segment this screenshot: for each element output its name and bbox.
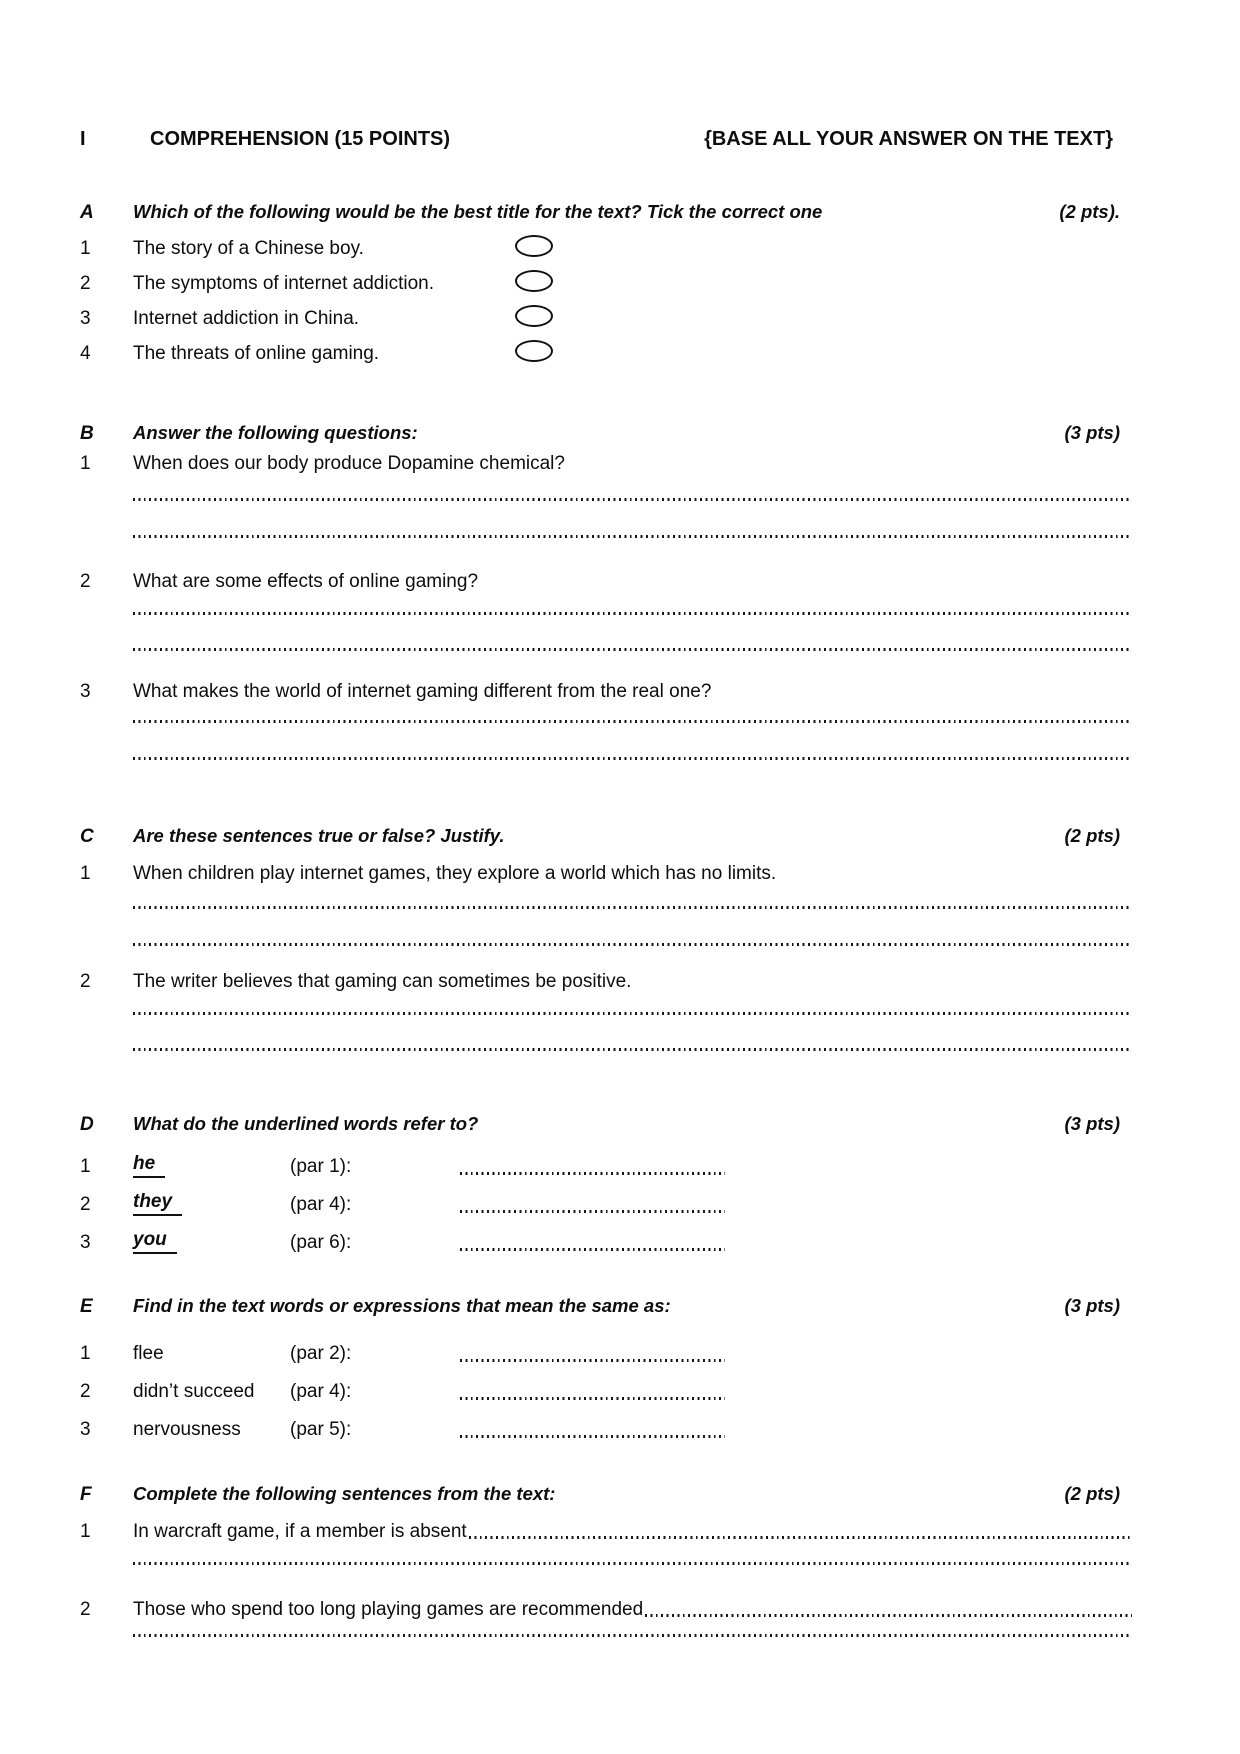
sentence-stem: In warcraft game, if a member is absent	[133, 1521, 467, 1542]
question-number: 1	[80, 863, 91, 884]
question-row	[80, 452, 1137, 475]
section-d-prompt: What do the underlined words refer to?	[133, 1113, 479, 1134]
question-number: 2	[80, 971, 91, 992]
paragraph-ref: (par 4):	[290, 1381, 352, 1402]
answer-leader-line[interactable]	[460, 1210, 725, 1213]
item-number: 2	[80, 1599, 91, 1620]
source-word: didn’t succeed	[133, 1381, 255, 1402]
synonym-row	[80, 1380, 1137, 1403]
paragraph-ref: (par 4):	[290, 1194, 352, 1215]
header-numeral: I	[80, 128, 86, 150]
option-label: The threats of online gaming.	[133, 343, 380, 364]
answer-dotted-line[interactable]	[133, 720, 1132, 723]
section-b-prompt: Answer the following questions:	[133, 422, 418, 443]
section-b-points: (3 pts)	[1064, 422, 1120, 443]
option-label: The symptoms of internet addiction.	[133, 273, 434, 294]
paragraph-ref: (par 6):	[290, 1232, 352, 1253]
question-number: 1	[80, 453, 91, 474]
source-word: nervousness	[133, 1419, 241, 1440]
section-d-points: (3 pts)	[1064, 1113, 1120, 1134]
question-text: When does our body produce Dopamine chemical?	[133, 453, 565, 474]
option-label: The story of a Chinese boy.	[133, 238, 364, 259]
answer-dotted-line[interactable]	[469, 1536, 1132, 1539]
reference-row	[80, 1190, 1137, 1216]
section-c-letter: C	[80, 826, 94, 847]
option-number: 2	[80, 273, 91, 294]
header-note: {BASE ALL YOUR ANSWER ON THE TEXT}	[704, 128, 1113, 150]
underlined-word: he	[133, 1152, 165, 1178]
section-a-letter: A	[80, 202, 94, 223]
question-text: What are some effects of online gaming?	[133, 571, 479, 592]
option-label: Internet addiction in China.	[133, 308, 360, 329]
answer-dotted-line[interactable]	[133, 1562, 1132, 1565]
option-row	[80, 307, 1137, 330]
option-number: 3	[80, 308, 91, 329]
option-number: 1	[80, 238, 91, 259]
item-number: 2	[80, 1194, 91, 1215]
item-number: 2	[80, 1381, 91, 1402]
section-c-points: (2 pts)	[1064, 825, 1120, 846]
answer-dotted-line[interactable]	[133, 498, 1132, 501]
completion-row	[80, 1598, 1137, 1621]
option-row	[80, 237, 1137, 260]
question-text: What makes the world of internet gaming different from the real one?	[133, 681, 712, 702]
section-f-points: (2 pts)	[1064, 1483, 1120, 1504]
option-row	[80, 342, 1137, 365]
section-f-heading	[80, 1482, 1137, 1506]
answer-dotted-line[interactable]	[133, 1012, 1132, 1015]
section-e-prompt: Find in the text words or expressions that mean the same as:	[133, 1295, 671, 1316]
answer-leader-line[interactable]	[460, 1435, 725, 1438]
answer-dotted-line[interactable]	[133, 648, 1132, 651]
question-row	[80, 862, 1137, 885]
synonym-row	[80, 1418, 1137, 1441]
question-row	[80, 680, 1137, 703]
section-b-letter: B	[80, 423, 94, 444]
section-c-heading	[80, 824, 1137, 848]
answer-leader-line[interactable]	[460, 1248, 725, 1251]
answer-leader-line[interactable]	[460, 1397, 725, 1400]
source-word: flee	[133, 1343, 164, 1364]
section-a-prompt: Which of the following would be the best title for the text? Tick the correct one	[133, 201, 823, 222]
section-d-letter: D	[80, 1114, 94, 1135]
section-b-heading	[80, 421, 1137, 445]
item-number: 3	[80, 1419, 91, 1440]
answer-dotted-line[interactable]	[133, 757, 1132, 760]
answer-leader-line[interactable]	[460, 1359, 725, 1362]
section-e-points: (3 pts)	[1064, 1295, 1120, 1316]
question-number: 2	[80, 571, 91, 592]
question-number: 3	[80, 681, 91, 702]
synonym-row	[80, 1342, 1137, 1365]
answer-dotted-line[interactable]	[133, 906, 1132, 909]
answer-dotted-line[interactable]	[133, 1634, 1132, 1637]
header-title: COMPREHENSION (15 POINTS)	[150, 128, 451, 150]
answer-leader-line[interactable]	[460, 1172, 725, 1175]
reference-row	[80, 1152, 1137, 1178]
answer-dotted-line[interactable]	[133, 1048, 1132, 1051]
tick-oval[interactable]	[515, 340, 553, 362]
answer-dotted-line[interactable]	[645, 1614, 1132, 1617]
answer-dotted-line[interactable]	[133, 612, 1132, 615]
section-f-prompt: Complete the following sentences from the text:	[133, 1483, 556, 1504]
reference-row	[80, 1228, 1137, 1254]
sentence-stem: Those who spend too long playing games are recommended	[133, 1599, 644, 1620]
paragraph-ref: (par 1):	[290, 1156, 352, 1177]
section-c-prompt: Are these sentences true or false? Justify.	[133, 825, 505, 846]
question-row	[80, 570, 1137, 593]
tick-oval[interactable]	[515, 270, 553, 292]
item-number: 3	[80, 1232, 91, 1253]
item-number: 1	[80, 1343, 91, 1364]
option-row	[80, 272, 1137, 295]
answer-dotted-line[interactable]	[133, 535, 1132, 538]
worksheet-content	[80, 0, 1137, 1754]
tick-oval[interactable]	[515, 235, 553, 257]
option-number: 4	[80, 343, 91, 364]
completion-row	[80, 1520, 1137, 1543]
document-header	[80, 128, 1137, 151]
item-number: 1	[80, 1521, 91, 1542]
question-text: The writer believes that gaming can sometimes be positive.	[133, 971, 632, 992]
section-d-heading	[80, 1112, 1137, 1136]
answer-dotted-line[interactable]	[133, 943, 1132, 946]
paragraph-ref: (par 2):	[290, 1343, 352, 1364]
question-row	[80, 970, 1137, 993]
underlined-word: you	[133, 1228, 177, 1254]
tick-oval[interactable]	[515, 305, 553, 327]
underlined-word: they	[133, 1190, 182, 1216]
section-a-heading	[80, 200, 1137, 224]
paragraph-ref: (par 5):	[290, 1419, 352, 1440]
question-text: When children play internet games, they explore a world which has no limits.	[133, 863, 777, 884]
section-e-heading	[80, 1294, 1137, 1318]
section-a-points: (2 pts).	[1059, 201, 1120, 222]
section-e-letter: E	[80, 1296, 93, 1317]
item-number: 1	[80, 1156, 91, 1177]
section-f-letter: F	[80, 1484, 92, 1505]
